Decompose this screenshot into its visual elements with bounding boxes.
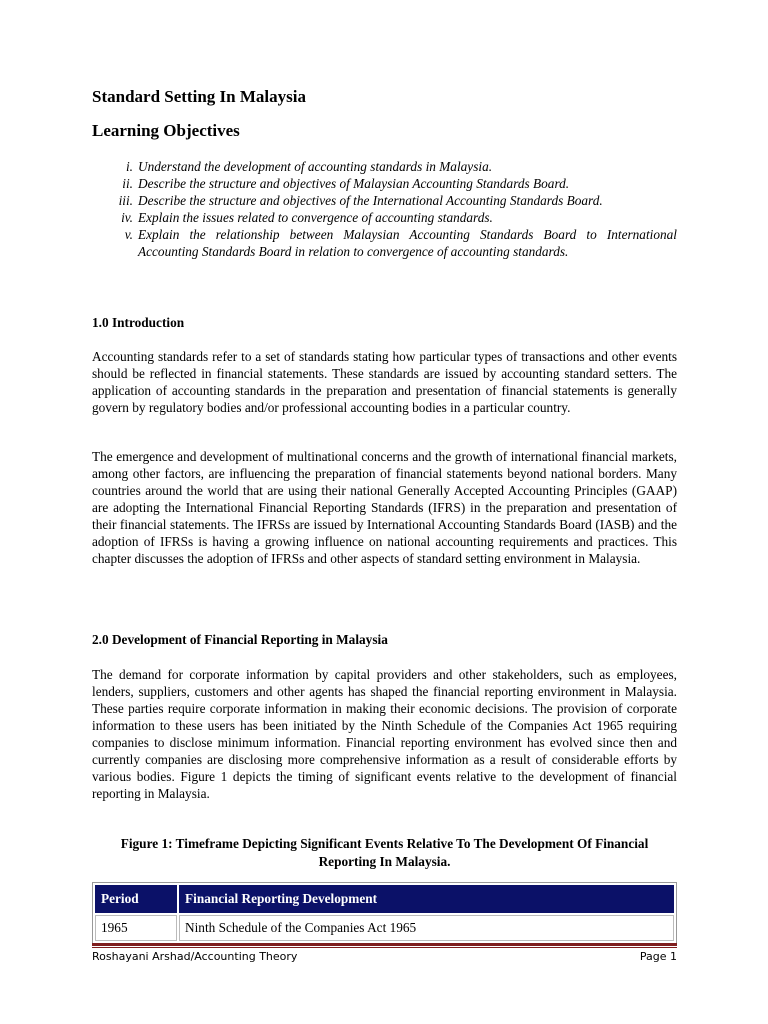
list-item (92, 209, 677, 226)
introduction-paragraph-1: Accounting standards refer to a set of standards stating how particular types of transactions and other events should be reflected in financial statements. These standards are issued by accounting standard setters. The application of accounting standards in the preparation and presentation of financial statements is generally govern by regulatory bodies and/or professional accounting bodies in a particular country. (92, 349, 677, 415)
list-item-number: i. (125, 159, 133, 174)
list-item (92, 158, 677, 175)
list-item (92, 192, 677, 209)
table-header-row (95, 885, 674, 913)
footer-page-number: Page 1 (639, 950, 677, 963)
list-item-number: ii. (122, 176, 133, 191)
column-header-period: Period (95, 885, 177, 913)
column-header-development: Financial Reporting Development (179, 885, 674, 913)
list-item-number: iv. (121, 210, 133, 225)
list-item (92, 175, 677, 192)
figure-caption: Figure 1: Timeframe Depicting Significant Events Relative To The Development Of Financial Reporting In Malaysia. (120, 836, 649, 869)
section-heading-introduction: 1.0 Introduction (92, 315, 185, 330)
table-cell-period: 1965 (95, 915, 177, 941)
list-item-text: Describe the structure and objectives of Malaysian Accounting Standards Board. (138, 176, 570, 191)
introduction-paragraph-2: The emergence and development of multinational concerns and the growth of international financial markets, among other factors, are influencing the preparation of financial statements beyond national borders. Many countries around the world that are using their national Generally Accepted Accounting Principles (GAAP) are adopting the International Financial Reporting Standards (IFRS) in the preparation and presentation of their financial statements. The IFRSs are issued by International Accounting Standards Board (IASB) and the adoption of IFRSs is having a growing influence on national accounting requirements and practices. This chapter discusses the adoption of IFRSs and other aspects of standard setting environment in Malaysia. (92, 449, 677, 566)
list-item-text: Describe the structure and objectives of the International Accounting Standards Board. (138, 193, 603, 208)
learning-objectives-heading: Learning Objectives (92, 121, 240, 140)
section-heading-development: 2.0 Development of Financial Reporting in Malaysia (92, 632, 388, 647)
list-item (92, 226, 677, 260)
list-item-text: Understand the development of accounting standards in Malaysia. (138, 159, 493, 174)
list-item-number: iii. (118, 193, 133, 208)
footer-author: Roshayani Arshad/Accounting Theory (92, 950, 298, 963)
list-item-number: v. (124, 227, 133, 242)
list-item-text: Explain the issues related to convergence of accounting standards. (138, 210, 493, 225)
footer-divider-thin (92, 947, 677, 948)
learning-objectives-list (92, 158, 677, 260)
list-item-text: Explain the relationship between Malaysian Accounting Standards Board to International Accounting Standards Board in relation to convergence of accounting standards. (138, 227, 677, 259)
development-paragraph: The demand for corporate information by capital providers and other stakeholders, such as employees, lenders, suppliers, customers and other agents has shaped the financial reporting environment in Malaysia. These parties require corporate information in making their economic decisions. The provision of corporate information to these users has been initiated by the Ninth Schedule of the Companies Act 1965 requiring companies to disclose minimum information. Financial reporting environment has evolved since then and currently companies are disclosing more comprehensive information as a result of considerable efforts by various bodies. Figure 1 depicts the timing of significant events relative to the development of financial reporting in Malaysia. (92, 667, 677, 801)
timeframe-table (92, 882, 677, 944)
table-cell-development: Ninth Schedule of the Companies Act 1965 (179, 915, 674, 941)
document-title: Standard Setting In Malaysia (92, 87, 306, 106)
table-row (95, 915, 674, 941)
footer-divider (92, 943, 677, 946)
